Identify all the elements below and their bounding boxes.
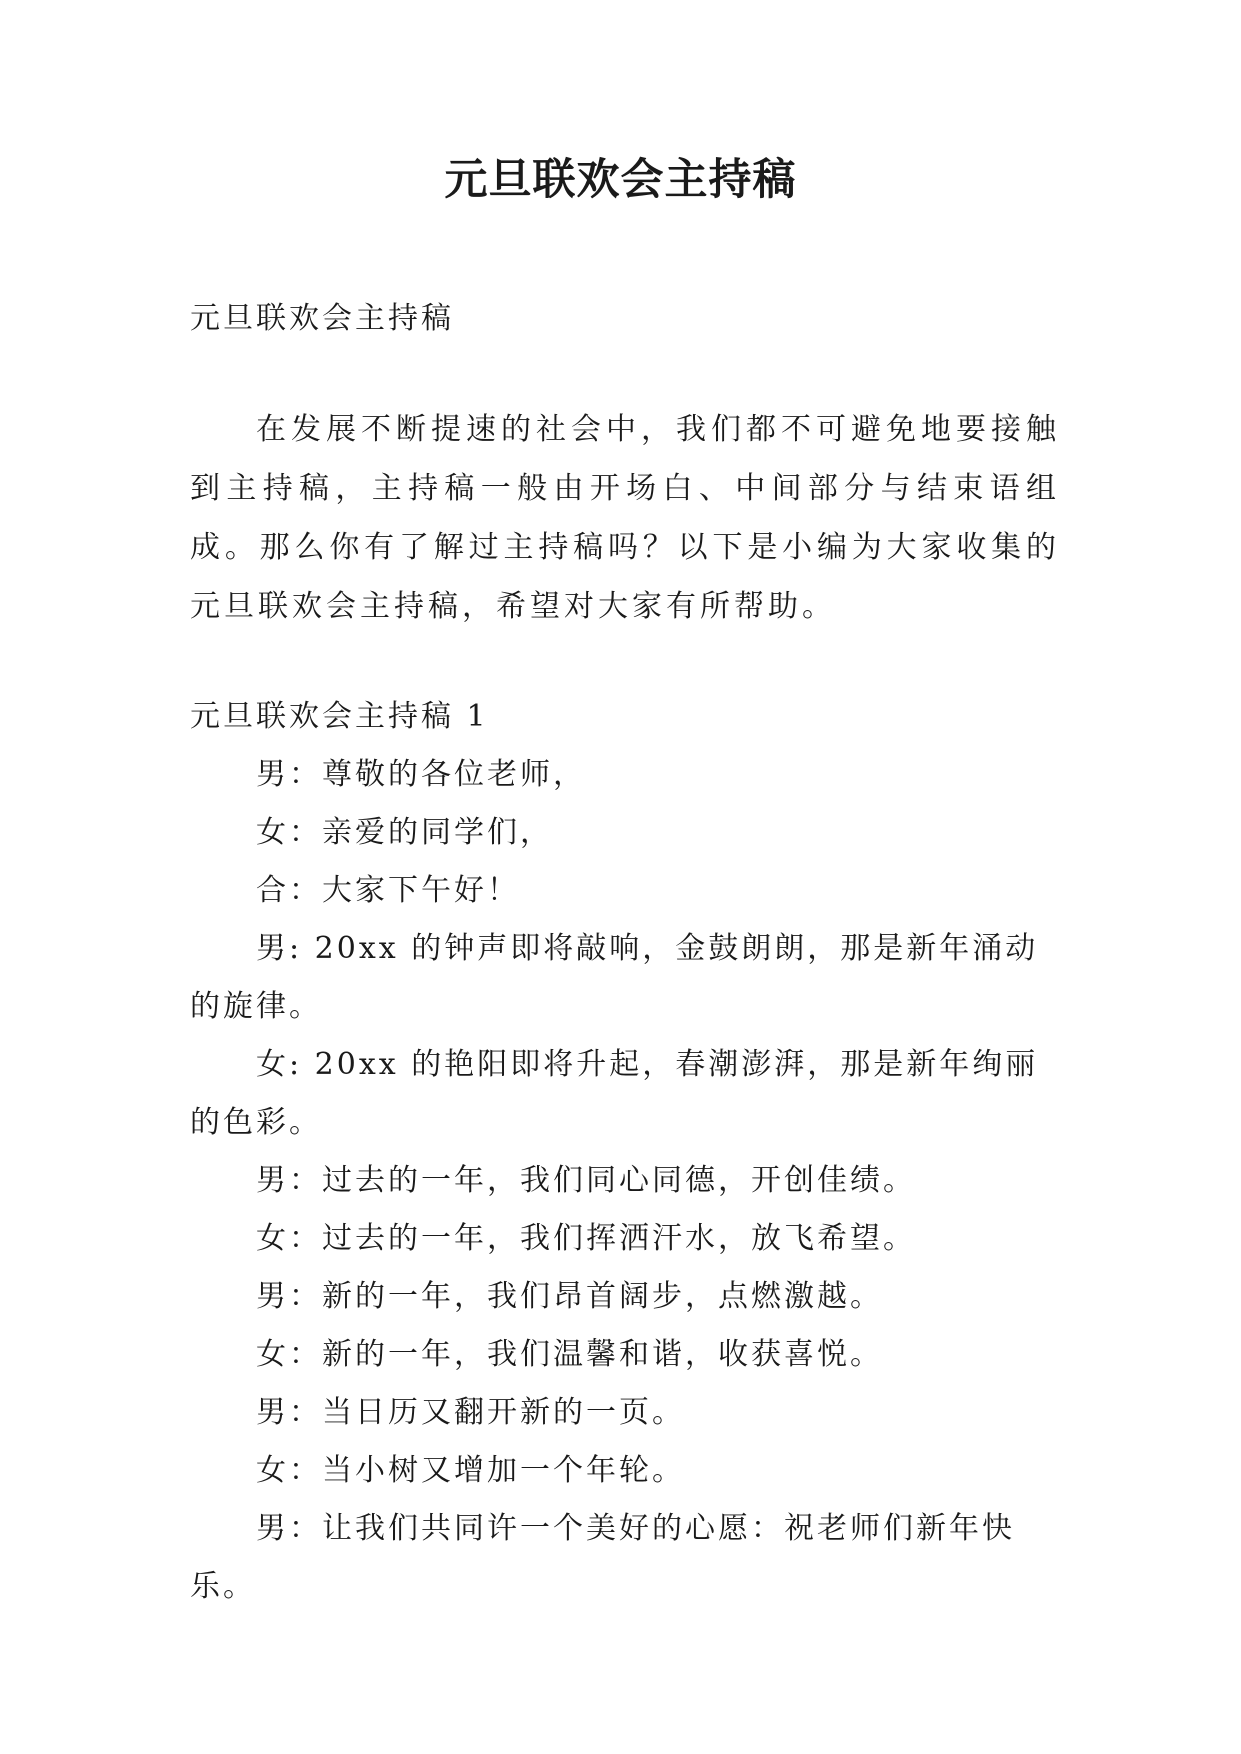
dialogue-list [190, 746, 1060, 1616]
dialogue-line: 女：新的一年，我们温馨和谐，收获喜悦。 [256, 1337, 883, 1372]
dialogue-line: 男：让我们共同许一个美好的心愿：祝老师们新年快乐。 [190, 1511, 1015, 1604]
document-body [190, 290, 1060, 1616]
document-title: 元旦联欢会主持稿 [444, 155, 797, 205]
dialogue-line: 女：过去的一年，我们挥洒汗水，放飞希望。 [256, 1221, 916, 1256]
dialogue-line: 女：当小树又增加一个年轮。 [256, 1453, 685, 1488]
document-subtitle: 元旦联欢会主持稿 [190, 301, 454, 336]
dialogue-line: 男：新的一年，我们昂首阔步，点燃激越。 [256, 1279, 883, 1314]
section-heading: 元旦联欢会主持稿 1 [190, 699, 489, 734]
dialogue-line: 男：当日历又翻开新的一页。 [256, 1395, 685, 1430]
dialogue-line: 男: 20xx 的钟声即将敲响，金鼓朗朗，那是新年涌动的旋律。 [190, 931, 1039, 1024]
dialogue-line: 男：尊敬的各位老师， [256, 757, 586, 792]
dialogue-line: 男：过去的一年，我们同心同德，开创佳绩。 [256, 1163, 916, 1198]
dialogue-line: 女: 20xx 的艳阳即将升起，春潮澎湃，那是新年绚丽的色彩。 [190, 1047, 1039, 1140]
dialogue-line: 女：亲爱的同学们， [256, 815, 553, 850]
intro-paragraph: 在发展不断提速的社会中，我们都不可避免地要接触到主持稿，主持稿一般由开场白、中间部分与结束语组成。那么你有了解过主持稿吗？以下是小编为大家收集的元旦联欢会主持稿，希望对大家有所帮助。 [190, 412, 1060, 624]
dialogue-line: 合：大家下午好！ [256, 873, 520, 908]
